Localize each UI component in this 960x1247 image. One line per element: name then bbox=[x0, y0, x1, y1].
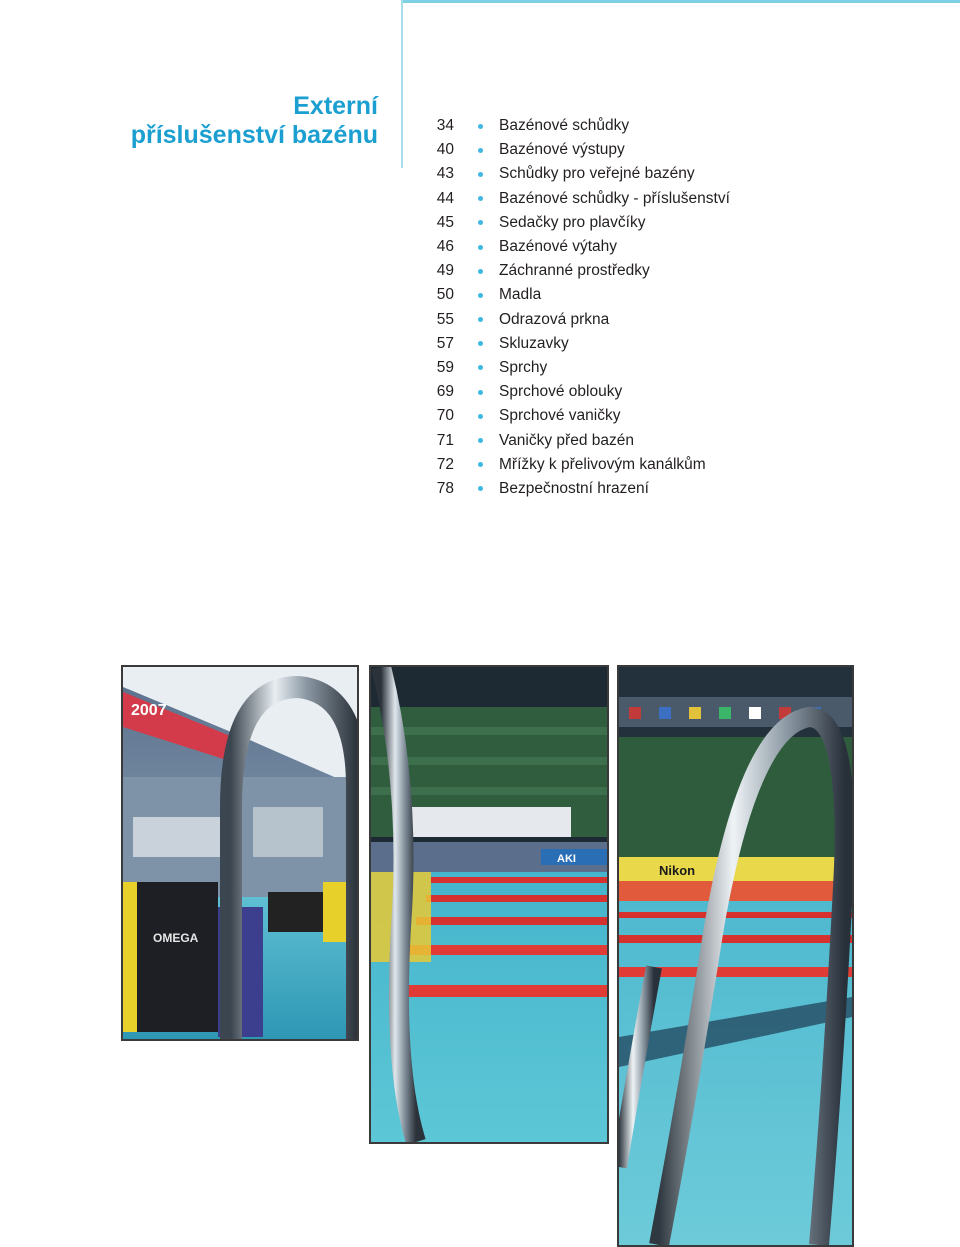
bullet-icon bbox=[478, 124, 486, 129]
toc-item-label: Odrazová prkna bbox=[499, 310, 610, 328]
bullet-icon bbox=[478, 245, 486, 250]
section-title bbox=[131, 92, 378, 150]
toc-item-label: Bezpečnostní hrazení bbox=[499, 479, 649, 497]
section-title-line-2: příslušenství bazénu bbox=[130, 121, 378, 149]
toc-page-number: 45 bbox=[436, 213, 454, 231]
toc-page-number: 59 bbox=[436, 358, 454, 376]
toc-item-label: Sprchy bbox=[499, 358, 548, 376]
toc-item-label: Sprchové vaničky bbox=[499, 407, 621, 425]
pool-photo-lane-ropes bbox=[369, 665, 609, 1144]
toc-page-number: 43 bbox=[436, 165, 454, 183]
toc-item-label: Bazénové výstupy bbox=[499, 141, 625, 159]
bullet-icon bbox=[478, 172, 486, 177]
bullet-icon bbox=[478, 486, 486, 491]
toc-page-number: 49 bbox=[436, 262, 454, 280]
banner-text: 2007 bbox=[131, 702, 167, 719]
toc-page-number: 70 bbox=[436, 407, 454, 425]
toc-item[interactable] bbox=[430, 453, 730, 477]
toc-item-label: Bazénové výtahy bbox=[499, 238, 618, 256]
bullet-icon bbox=[478, 365, 486, 370]
pool-photo-ladder-rails bbox=[617, 665, 854, 1247]
toc-page-number: 78 bbox=[436, 479, 454, 497]
toc-item[interactable] bbox=[430, 162, 730, 186]
brand-text-omega: OMEGA bbox=[153, 931, 199, 945]
toc-item-label: Schůdky pro veřejné bazény bbox=[499, 165, 695, 183]
toc-item-label: Záchranné prostředky bbox=[499, 262, 650, 280]
toc-page-number: 34 bbox=[436, 117, 454, 135]
toc-item-label: Sprchové oblouky bbox=[499, 383, 623, 401]
brand-text-nikon: Nikon bbox=[659, 863, 696, 878]
bullet-icon bbox=[478, 196, 486, 201]
toc-item-label: Bazénové schůdky - příslušenství bbox=[499, 189, 730, 207]
toc-item[interactable] bbox=[430, 477, 730, 501]
bullet-icon bbox=[478, 390, 486, 395]
bullet-icon bbox=[478, 462, 486, 467]
bullet-icon bbox=[478, 438, 486, 443]
toc-item[interactable] bbox=[430, 235, 730, 259]
toc-item-label: Sedačky pro plavčíky bbox=[499, 213, 646, 231]
bullet-icon bbox=[478, 341, 486, 346]
bullet-icon bbox=[478, 317, 486, 322]
section-title-line-1: Externí bbox=[293, 92, 378, 120]
toc-item[interactable] bbox=[430, 114, 730, 138]
toc-item-label: Vaničky před bazén bbox=[499, 431, 634, 449]
toc-item[interactable] bbox=[430, 259, 730, 283]
bullet-icon bbox=[478, 414, 486, 419]
toc-page-number: 69 bbox=[436, 383, 454, 401]
bullet-icon bbox=[478, 269, 486, 274]
toc-page-number: 44 bbox=[436, 189, 454, 207]
top-rule bbox=[402, 0, 960, 3]
toc-item[interactable] bbox=[430, 138, 730, 162]
toc-item[interactable] bbox=[430, 332, 730, 356]
toc-item-label: Mřížky k přelivovým kanálkům bbox=[499, 455, 706, 473]
toc-item[interactable] bbox=[430, 308, 730, 332]
toc-page-number: 57 bbox=[436, 334, 454, 352]
toc-page-number: 40 bbox=[436, 141, 454, 159]
vertical-rule bbox=[401, 0, 403, 168]
toc-item-label: Madla bbox=[499, 286, 542, 304]
toc-page-number: 71 bbox=[436, 431, 454, 449]
table-of-contents bbox=[430, 114, 730, 501]
toc-item-label: Bazénové schůdky bbox=[499, 117, 630, 135]
toc-page-number: 50 bbox=[436, 286, 454, 304]
toc-page-number: 46 bbox=[436, 238, 454, 256]
toc-item[interactable] bbox=[430, 428, 730, 452]
toc-item-label: Skluzavky bbox=[499, 334, 569, 352]
brand-text-aki: AKI bbox=[557, 853, 576, 865]
toc-item[interactable] bbox=[430, 187, 730, 211]
pool-photo-starting-blocks bbox=[121, 665, 359, 1041]
toc-item[interactable] bbox=[430, 283, 730, 307]
toc-item[interactable] bbox=[430, 404, 730, 428]
bullet-icon bbox=[478, 293, 486, 298]
bullet-icon bbox=[478, 148, 486, 153]
toc-item[interactable] bbox=[430, 380, 730, 404]
toc-item[interactable] bbox=[430, 356, 730, 380]
toc-page-number: 55 bbox=[436, 310, 454, 328]
toc-page-number: 72 bbox=[436, 455, 454, 473]
toc-item[interactable] bbox=[430, 211, 730, 235]
bullet-icon bbox=[478, 220, 486, 225]
